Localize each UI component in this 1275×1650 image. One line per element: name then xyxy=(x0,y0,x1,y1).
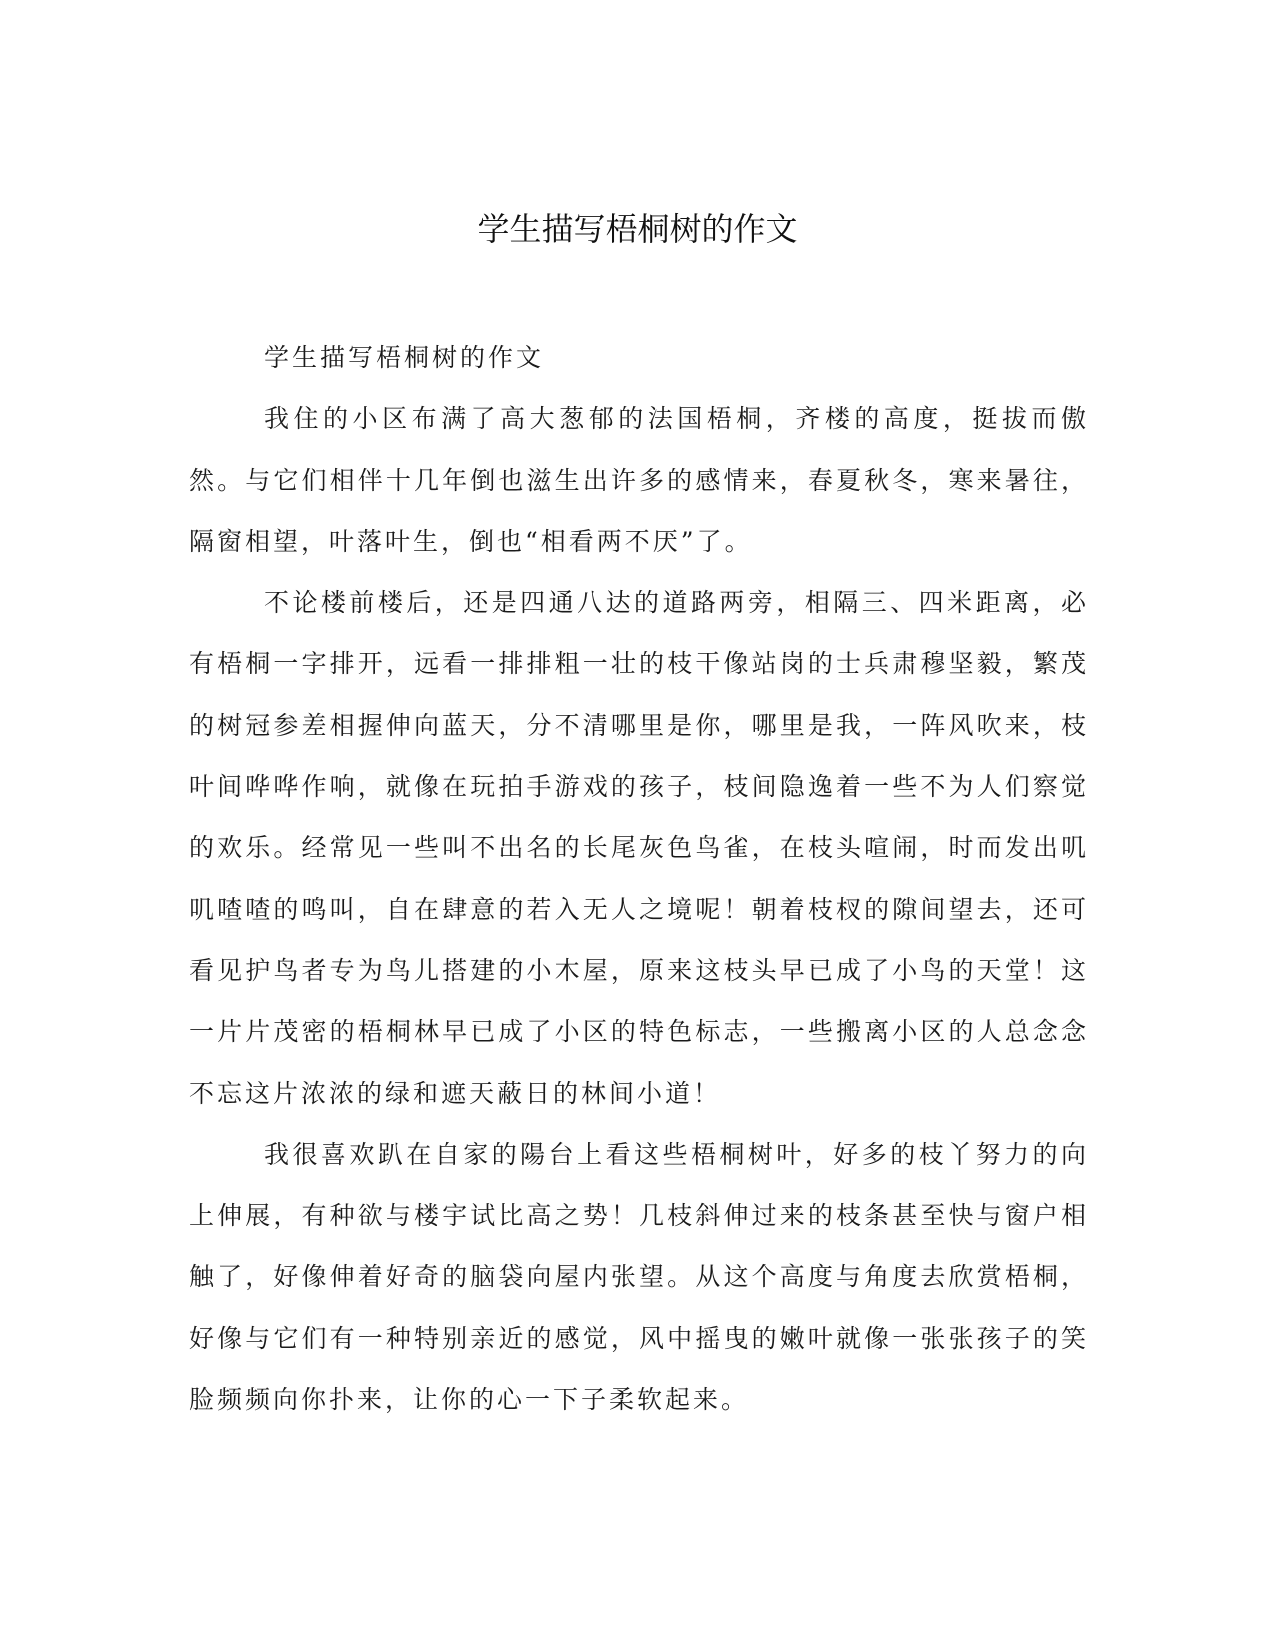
paragraph: 我住的小区布满了高大葱郁的法国梧桐，齐楼的高度，挺拔而傲然。与它们相伴十几年倒也滋生出许多的感情来，春夏秋冬，寒来暑往，隔窗相望，叶落叶生，倒也“相看两不厌”了。 xyxy=(189,404,1089,556)
document-title: 学生描写梧桐树的作文 xyxy=(477,210,798,248)
paragraph: 我很喜欢趴在自家的陽台上看这些梧桐树叶，好多的枝丫努力的向上伸展，有种欲与楼宇试比高之势！几枝斜伸过来的枝条甚至快与窗户相触了，好像伸着好奇的脑袋向屋内张望。从这个高度与角度去欣赏梧桐，好像与它们有一种特别亲近的感觉，风中摇曳的嫩叶就像一张张孩子的笑脸频频向你扑来，让你的心一下子柔软起来。 xyxy=(189,1139,1089,1415)
paragraph-subtitle: 学生描写梧桐树的作文 xyxy=(264,343,545,372)
document-body xyxy=(189,327,1089,1430)
paragraph: 不论楼前楼后，还是四通八达的道路两旁，相隔三、四米距离，必有梧桐一字排开，远看一排排粗一壮的枝干像站岗的士兵肃穆坚毅，繁茂的树冠参差相握伸向蓝天，分不清哪里是你，哪里是我，一阵风吹来，枝叶间哗哗作响，就像在玩拍手游戏的孩子，枝间隐逸着一些不为人们察觉的欢乐。经常见一些叫不出名的长尾灰色鸟雀，在枝头喧闹，时而发出叽叽喳喳的鸣叫，自在肆意的若入无人之境呢！朝着枝杈的隙间望去，还可看见护鸟者专为鸟儿搭建的小木屋，原来这枝头早已成了小鸟的天堂！这一片片茂密的梧桐林早已成了小区的特色标志，一些搬离小区的人总念念不忘这片浓浓的绿和遮天蔽日的林间小道！ xyxy=(189,588,1089,1108)
